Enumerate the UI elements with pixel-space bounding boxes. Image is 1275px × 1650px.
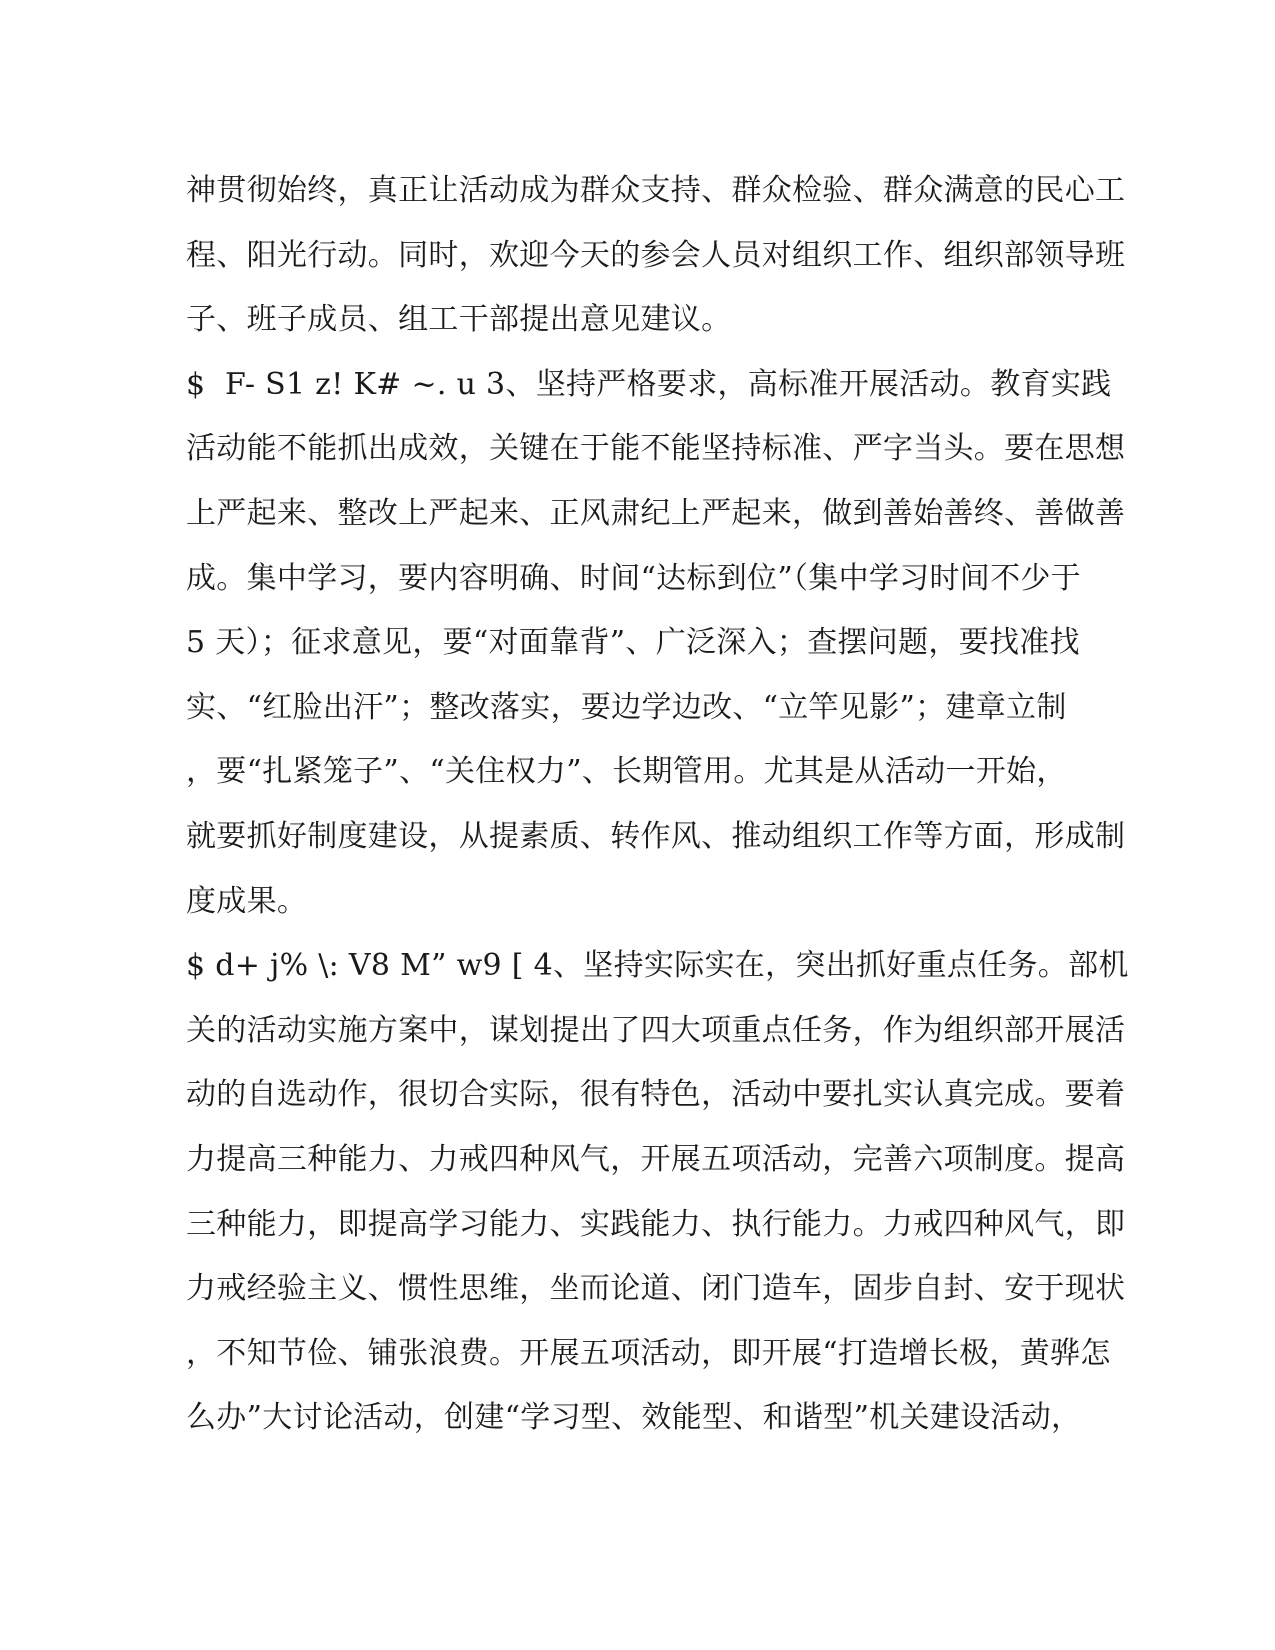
text-line: 动的自选动作，很切合实际，很有特色，活动中要扎实认真完成。要着 [186,1077,1126,1113]
text-line: 神贯彻始终，真正让活动成为群众支持、群众检验、群众满意的民心工 [186,173,1126,208]
text-line: 程、阳光行动。同时，欢迎今天的参会人员对组织工作、组织部领导班 [186,237,1126,273]
text-line: $ F- S1 z! K# ~. u 3、坚持严格要求，高标准开展活动。教育实践 [186,366,1112,402]
text-line: 5 天）；征求意见，要“对面靠背”、广泛深入；查摆问题，要找准找 [186,625,1080,661]
text-line: 成。集中学习，要内容明确、时间“达标到位”（集中学习时间不少于 [186,560,1081,596]
text-line: 活动能不能抓出成效，关键在于能不能坚持标准、严字当头。要在思想 [186,431,1126,467]
text-line: $ d+ j% \: V8 M” w9 [ 4、坚持实际实在，突出抓好重点任务。部机 [186,948,1129,984]
body-text [186,159,1129,1451]
text-line: ，不知节俭、铺张浪费。开展五项活动，即开展“打造增长极，黄骅怎 [186,1335,1111,1371]
text-line: 实、“红脸出汗”；整改落实，要边学边改、“立竿见影”；建章立制 [186,689,1067,725]
text-line: 子、班子成员、组工干部提出意见建议。 [186,302,732,338]
text-line: 就要抓好制度建设，从提素质、转作风、推动组织工作等方面，形成制 [186,818,1126,854]
text-line: 么办”大讨论活动，创建“学习型、效能型、和谐型”机关建设活动， [186,1400,1082,1436]
text-line: 力戒经验主义、惯性思维，坐而论道、闭门造车，固步自封、安于现状 [186,1271,1126,1307]
text-line: 上严起来、整改上严起来、正风肃纪上严起来，做到善始善终、善做善 [186,495,1126,531]
text-line: 力提高三种能力、力戒四种风气，开展五项活动，完善六项制度。提高 [186,1141,1126,1177]
text-line: ，要“扎紧笼子”、“关住权力”、长期管用。尤其是从活动一开始， [186,754,1067,790]
text-line: 关的活动实施方案中，谋划提出了四大项重点任务，作为组织部开展活 [186,1012,1126,1048]
text-line: 度成果。 [186,883,308,919]
text-line: 三种能力，即提高学习能力、实践能力、执行能力。力戒四种风气，即 [186,1206,1126,1242]
